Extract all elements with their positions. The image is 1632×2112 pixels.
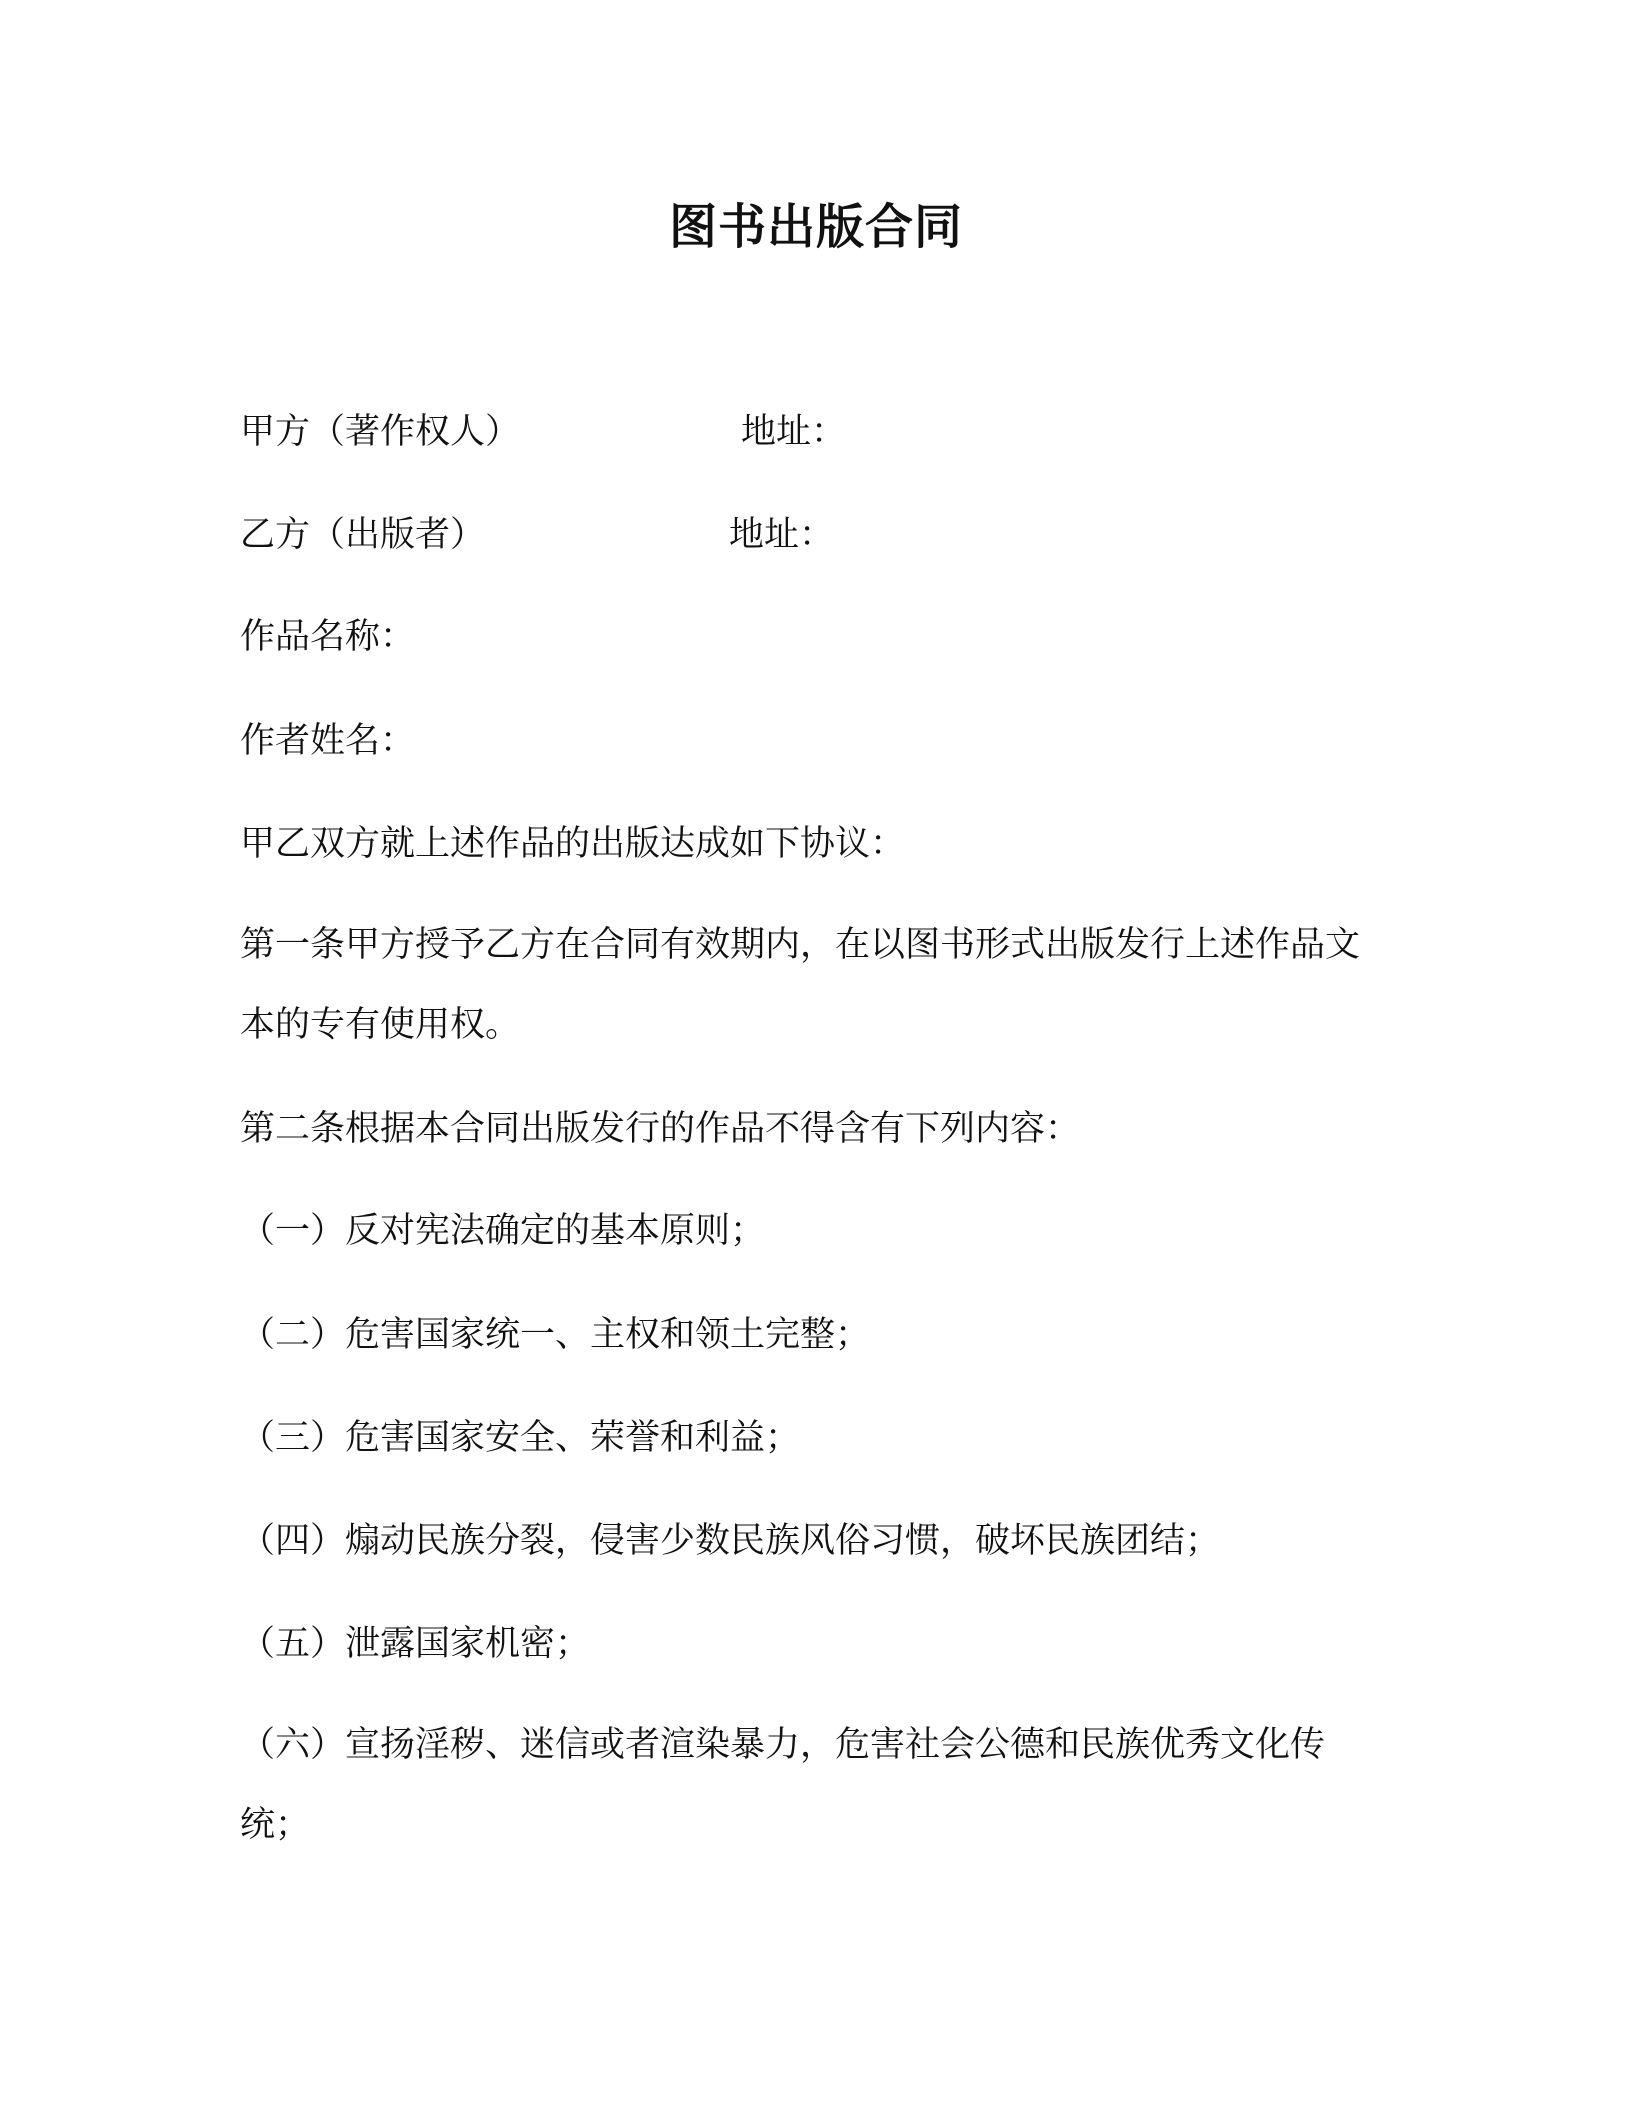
party-b-address-label: 地址： — [729, 515, 835, 555]
party-a-label: 甲方（著作权人） — [240, 412, 521, 452]
list-item: （六）宣扬淫秽、迷信或者渲染暴力，危害社会公德和民族优秀文化传统； — [240, 1725, 1326, 1845]
list-item: （一）反对宪法确定的基本原则； — [240, 1211, 766, 1251]
work-title-label: 作品名称： — [240, 617, 416, 657]
author-name-label: 作者姓名： — [240, 721, 416, 761]
list-item: （二）危害国家统一、主权和领土完整； — [240, 1315, 871, 1355]
list-item: （五）泄露国家机密； — [240, 1624, 591, 1664]
party-a-address-label: 地址： — [741, 412, 847, 452]
list-item: （三）危害国家安全、荣誉和利益； — [240, 1418, 801, 1458]
party-b-label: 乙方（出版者） — [240, 515, 486, 555]
document-title: 图书出版合同 — [668, 199, 963, 255]
article-1: 第一条甲方授予乙方在合同有效期内，在以图书形式出版发行上述作品文本的专有使用权。 — [240, 925, 1361, 1045]
agreement-intro: 甲乙双方就上述作品的出版达成如下协议： — [240, 824, 906, 864]
list-item: （四）煽动民族分裂，侵害少数民族风俗习惯，破坏民族团结； — [240, 1521, 1221, 1561]
article-2: 第二条根据本合同出版发行的作品不得含有下列内容： — [240, 1109, 1081, 1149]
